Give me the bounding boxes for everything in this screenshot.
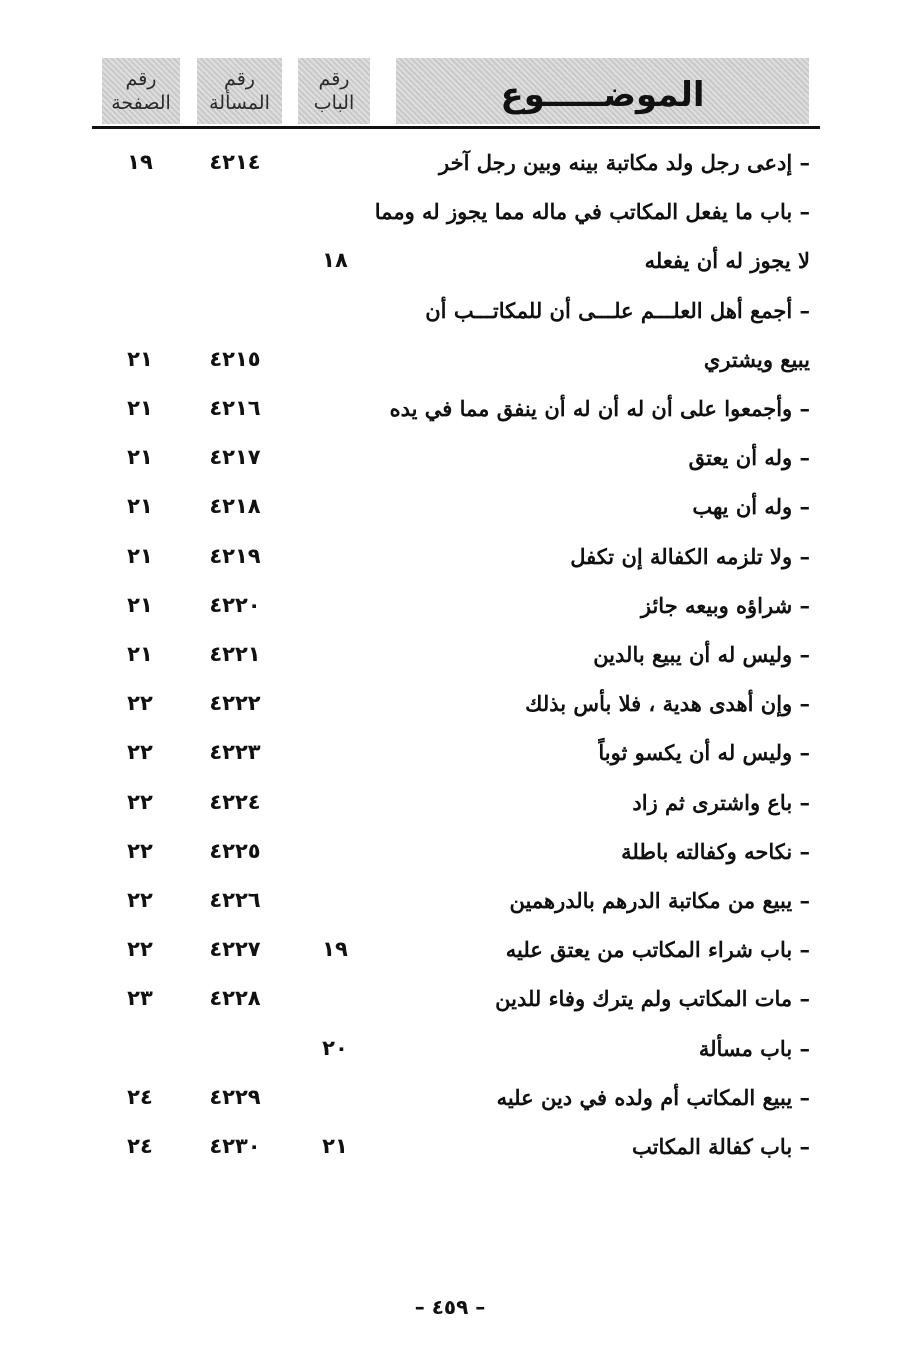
entry-topic: – نكاحه وكفالته باطلة — [621, 838, 810, 864]
entry-masala-number: ٤٢٢٢ — [209, 691, 261, 716]
entry-page-number: ٢١ — [127, 396, 153, 420]
entry-masala-number: ٤٢١٤ — [209, 150, 261, 174]
table-row — [0, 544, 900, 593]
entry-topic: – باب كفالة المكاتب — [632, 1134, 810, 1159]
entry-page-number: ٢١ — [127, 494, 153, 519]
entry-topic: – وأجمعوا على أن له أن له أن ينفق مما في يده — [389, 396, 810, 421]
entry-page-number: ٢٢ — [127, 937, 153, 962]
entry-masala-number: ٤٢١٦ — [209, 396, 261, 420]
entry-bab-number: ١٨ — [322, 248, 348, 273]
header-topic — [396, 58, 809, 124]
table-row — [0, 1085, 900, 1134]
entry-topic: – باب مسألة — [698, 1035, 810, 1061]
entry-page-number: ٢١ — [127, 346, 153, 371]
entry-topic: – وليس له أن يكسو ثوباً — [598, 740, 810, 766]
entry-masala-number: ٤٢٢٣ — [209, 740, 261, 765]
header-topic-label: الموضـــــوع — [500, 75, 705, 115]
table-row — [0, 396, 900, 445]
table-row — [0, 740, 900, 789]
entry-topic: – يبيع من مكاتبة الدرهم بالدرهمين — [509, 888, 810, 913]
table-row — [0, 1134, 900, 1183]
entry-page-number: ٢١ — [127, 642, 153, 666]
table-row — [0, 790, 900, 839]
entry-topic: – وليس له أن يبيع بالدين — [593, 642, 810, 667]
entry-page-number: ٢٣ — [127, 986, 153, 1011]
header-bab — [298, 58, 370, 124]
header-bab-line1: رقم — [318, 68, 350, 90]
entry-topic: – باب شراء المكاتب من يعتق عليه — [505, 937, 810, 963]
entry-masala-number: ٤٢٢٩ — [209, 1084, 261, 1109]
entry-masala-number: ٤٢٢١ — [209, 642, 261, 666]
table-row — [0, 248, 900, 297]
table-row — [0, 937, 900, 986]
entry-bab-number: ٢١ — [322, 1134, 348, 1158]
table-row — [0, 298, 900, 347]
entry-topic: – إدعى رجل ولد مكاتبة بينه وبين رجل آخر — [439, 150, 810, 175]
entry-topic: – ولا تلزمه الكفالة إن تكفل — [570, 543, 810, 569]
entry-topic: – وله أن يهب — [692, 494, 810, 520]
header-safha-line1: رقم — [125, 68, 157, 90]
entry-masala-number: ٤٢٣٠ — [209, 1134, 261, 1158]
table-row — [0, 593, 900, 642]
table-row — [0, 888, 900, 937]
page-number: – ٤٥٩ – — [414, 1295, 486, 1319]
entry-page-number: ٢٢ — [127, 888, 153, 912]
table-row — [0, 199, 900, 248]
header-masala-line2: المسألة — [209, 92, 270, 114]
entry-page-number: ٢١ — [127, 543, 153, 568]
entry-masala-number: ٤٢٢٦ — [209, 888, 261, 912]
entry-masala-number: ٤٢٢٠ — [209, 592, 261, 617]
entry-topic: – شراؤه وبيعه جائز — [640, 592, 810, 618]
entry-topic: – يبيع المكاتب أم ولده في دين عليه — [496, 1084, 810, 1110]
table-row — [0, 445, 900, 494]
entry-topic: – باب ما يفعل المكاتب في ماله مما يجوز له ومما — [374, 199, 810, 225]
entry-page-number: ١٩ — [127, 150, 153, 174]
table-row — [0, 642, 900, 691]
entry-topic: – وإن أهدى هدية ، فلا بأس بذلك — [525, 691, 810, 717]
entry-bab-number: ٢٠ — [322, 1035, 348, 1060]
table-row — [0, 150, 900, 199]
header-rule — [92, 126, 820, 129]
table-row — [0, 691, 900, 740]
table-row — [0, 986, 900, 1035]
table-row — [0, 1036, 900, 1085]
entry-topic: لا يجوز له أن يفعله — [644, 248, 810, 274]
entry-topic: – أجمع أهل العلـــم علـــى أن للمكاتـــب أن — [425, 297, 810, 323]
entry-topic: – باع واشترى ثم زاد — [632, 789, 810, 815]
entry-page-number: ٢٤ — [127, 1084, 153, 1109]
table-row — [0, 347, 900, 396]
entry-masala-number: ٤٢٢٤ — [209, 789, 261, 814]
entry-page-number: ٢٢ — [127, 740, 153, 765]
entry-page-number: ٢١ — [127, 592, 153, 617]
header-masala — [197, 58, 282, 124]
entry-topic: – مات المكاتب ولم يترك وفاء للدين — [495, 986, 810, 1012]
table-row — [0, 839, 900, 888]
table-row — [0, 494, 900, 543]
entry-masala-number: ٤٢١٧ — [209, 445, 261, 470]
entry-page-number: ٢٢ — [127, 691, 153, 716]
entry-page-number: ٢٢ — [127, 789, 153, 814]
entry-masala-number: ٤٢١٩ — [209, 543, 261, 568]
entry-masala-number: ٤٢٢٥ — [209, 838, 261, 863]
entry-topic: – وله أن يعتق — [688, 445, 810, 471]
header-safha-line2: الصفحة — [111, 92, 171, 114]
header-safha — [102, 58, 180, 124]
entry-masala-number: ٤٢٢٨ — [209, 986, 261, 1011]
entry-page-number: ٢٢ — [127, 838, 153, 863]
entry-bab-number: ١٩ — [322, 937, 348, 962]
entry-topic: يبيع ويشتري — [703, 346, 810, 372]
entry-page-number: ٢٤ — [127, 1134, 153, 1158]
entry-masala-number: ٤٢١٥ — [209, 346, 261, 371]
header-bab-line2: الباب — [313, 92, 355, 114]
header-masala-line1: رقم — [224, 68, 255, 90]
entry-page-number: ٢١ — [127, 445, 153, 470]
entry-masala-number: ٤٢١٨ — [209, 494, 261, 519]
entry-masala-number: ٤٢٢٧ — [209, 937, 261, 962]
